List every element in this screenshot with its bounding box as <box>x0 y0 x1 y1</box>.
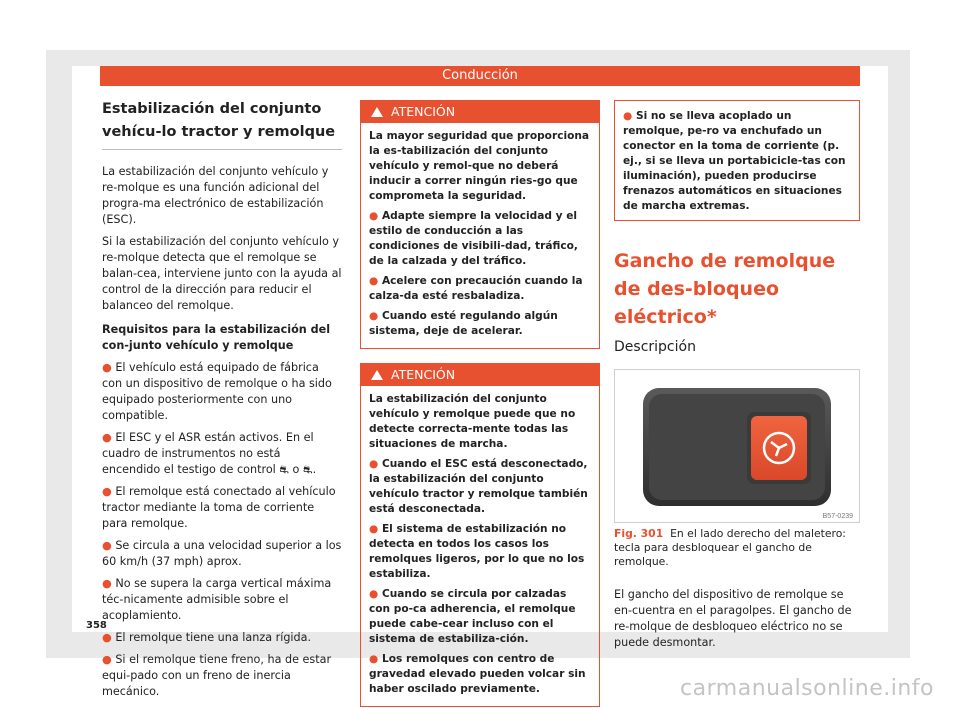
bullet-icon: ● <box>623 110 636 122</box>
bullet-icon: ● <box>102 361 116 374</box>
tow-hook-button-illustration <box>615 370 859 522</box>
bullet-icon: ● <box>102 577 116 590</box>
paragraph: El gancho del dispositivo de remolque se en-cuentra en el paragolpes. El gancho de re-molque de desbloqueo eléctrico no se puede desmontar. <box>614 588 852 649</box>
list-item: ● Cuando esté regulando algún sistema, deje de acelerar. <box>369 310 558 337</box>
list-item: ● Acelere con precaución cuando la calza-da esté resbaladiza. <box>369 275 583 302</box>
bullet-icon: ● <box>369 458 382 470</box>
list-item: ● Adapte siempre la velocidad y el estilo de conducción a las condiciones de visibili-dad, tráfico, de la calzada y del tráfico. <box>369 210 578 267</box>
list-item: ● No se supera la carga vertical máxima téc-nicamente admisible sobre el acoplamiento. <box>102 577 332 622</box>
paragraph: Si la estabilización del conjunto vehículo y re-molque detecta que el remolque se balan-cea, interviene junto con la ayuda al control de la dirección para reducir el balanceo del remolque. <box>102 235 342 312</box>
bullet-icon: ● <box>369 310 382 322</box>
bullet-icon: ● <box>102 485 116 498</box>
warning-continuation-box: ● Si no se lleva acoplado un remolque, pe-ro va enchufado un conector en la toma de corriente (p. ej., si se lleva un portabicicle-tas con iluminación), pueden producirse frenazos automáticos en situaciones de marcha extremas. <box>614 100 860 221</box>
section-title: Gancho de remolque de des-bloqueo eléctrico* <box>614 250 836 328</box>
list-item: ● Si el remolque tiene freno, ha de estar equi-pado con un freno de inercia mecánico. <box>102 653 332 698</box>
section-header: Conducción <box>100 66 860 86</box>
list-item: ● Se circula a una velocidad superior a los 60 km/h (37 mph) aprox. <box>102 539 342 568</box>
paragraph: La estabilización del conjunto vehículo y re-molque es una función adicional del progra-ma electrónico de estabilización (ESC). <box>102 165 329 226</box>
list-item: ● El ESC y el ASR están activos. En el cuadro de instrumentos no está encendido el testigo de control ⛐ o ⛐. <box>102 431 317 476</box>
left-column <box>102 98 342 706</box>
warning-box <box>360 100 600 349</box>
warning-box <box>360 363 600 707</box>
subheading: Descripción <box>614 339 696 355</box>
warning-intro: La estabilización del conjunto vehículo y remolque puede que no detecte correcta-mente todas las situaciones de marcha. <box>369 393 576 450</box>
middle-column <box>360 100 600 707</box>
list-item: ● El vehículo está equipado de fábrica con un dispositivo de remolque o ha sido equipado posteriormente con uno compatible. <box>102 361 332 422</box>
bullet-icon: ● <box>369 523 382 535</box>
warning-body <box>361 386 599 697</box>
list-item: ● El remolque está conectado al vehículo tractor mediante la toma de corriente para remolque. <box>102 485 336 530</box>
figure <box>614 369 860 523</box>
list-item: ● El sistema de estabilización no detecta en todos los casos los remolques ligeros, por lo que no los estabiliza. <box>369 523 585 580</box>
bullet-icon: ● <box>102 539 116 552</box>
bullet-icon: ● <box>369 210 382 222</box>
bullet-icon: ● <box>102 431 116 444</box>
title-rule <box>102 149 342 150</box>
right-column <box>614 100 860 657</box>
bullet-icon: ● <box>369 275 382 287</box>
section-title: Estabilización del conjunto vehícu-lo tractor y remolque <box>102 101 336 140</box>
bullet-icon: ● <box>369 588 382 600</box>
bullet-icon: ● <box>102 653 116 666</box>
figure-code: B57-0239 <box>822 513 853 520</box>
list-item: ● Los remolques con centro de gravedad elevado pueden volcar sin haber oscilado previamente. <box>369 653 586 695</box>
warning-body <box>361 123 599 339</box>
watermark: carmanualsonline.info <box>680 676 934 701</box>
list-item: ● El remolque tiene una lanza rígida. <box>102 631 312 644</box>
warning-header: ATENCIÓN <box>361 364 599 386</box>
bullet-icon: ● <box>369 653 382 665</box>
list-item: ● Cuando el ESC está desconectado, la estabilización del conjunto vehículo tractor y remolque también está desconectada. <box>369 458 588 515</box>
subheading: Requisitos para la estabilización del con-junto vehículo y remolque <box>102 323 331 352</box>
page-number: 358 <box>86 620 107 631</box>
warning-icon <box>371 370 383 380</box>
figure-caption: Fig. 301 En el lado derecho del maletero: tecla para desbloquear el gancho de remolque. <box>614 527 846 568</box>
bullet-icon: ● <box>102 631 116 644</box>
warning-header: ATENCIÓN <box>361 101 599 123</box>
warning-icon <box>371 107 383 117</box>
warning-intro: La mayor seguridad que proporciona la es-tabilización del conjunto vehículo y remol-que no deberá inducir a correr ningún ries-go que comprometa la seguridad. <box>369 130 590 202</box>
list-item: ● Cuando se circula por calzadas con po-ca adherencia, el remolque puede cabe-cear incluso con el sistema de estabiliza-ción. <box>369 588 576 645</box>
